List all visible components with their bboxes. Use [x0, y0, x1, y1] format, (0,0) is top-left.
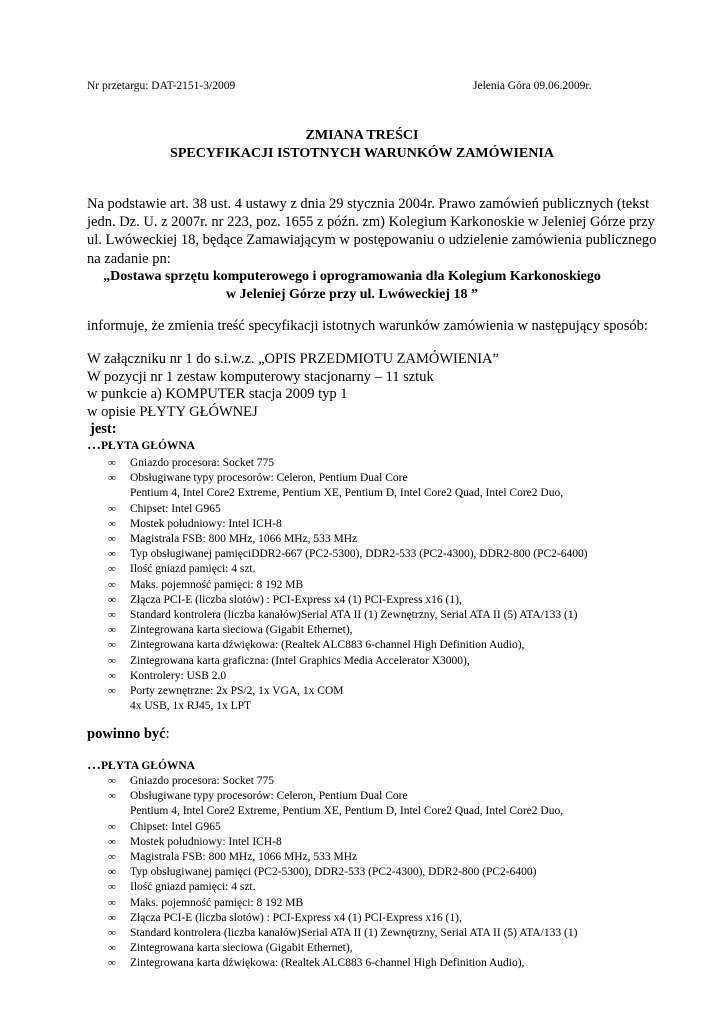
- section-title: PŁYTA GŁÓWNA: [101, 760, 196, 772]
- infinity-bullet-icon: ∞: [108, 639, 116, 652]
- spec-item: [108, 835, 577, 850]
- spec-item: [108, 471, 588, 501]
- infinity-bullet-icon: ∞: [108, 942, 116, 955]
- infinity-bullet-icon: ∞: [108, 593, 116, 606]
- spec-item-text: Ilość gniazd pamięci: 4 szt.: [130, 881, 256, 894]
- spec-item-text: Kontrolery: USB 2.0: [130, 669, 227, 682]
- intro-line: ul. Lwóweckiej 18, będące Zamawiającym w postępowaniu o udzielenie zamówienia publicznego: [87, 232, 657, 249]
- spec-item-text: Ilość gniazd pamięci: 4 szt.: [130, 563, 256, 576]
- spec-item: [108, 547, 588, 562]
- infinity-bullet-icon: ∞: [108, 866, 116, 879]
- intro-line: na zadanie pn:: [87, 250, 171, 267]
- spec-item: [108, 911, 577, 926]
- spec-item: [108, 926, 577, 941]
- spec-item-text: Standard kontrolera (liczba kanałów)Serial ATA II (1) Zewnętrzny, Serial ATA II (5) ATA/133 (1): [130, 927, 578, 940]
- location-line: W pozycji nr 1 zestaw komputerowy stacjonarny – 11 sztuk: [87, 368, 434, 385]
- spec-item-text: Porty zewnętrzne: 2x PS/2, 1x VGA, 1x COM: [130, 685, 344, 698]
- inform-statement: informuje, że zmienia treść specyfikacji istotnych warunków zamówienia w następujący sposób:: [87, 318, 648, 334]
- spec-item-text: Obsługiwane typy procesorów: Celeron, Pentium Dual Core: [130, 790, 408, 803]
- spec-item: [108, 850, 577, 865]
- infinity-bullet-icon: ∞: [108, 790, 116, 803]
- infinity-bullet-icon: ∞: [108, 548, 116, 561]
- spec-item-text: Typ obsługiwanej pamięciDDR2-667 (PC2-5300), DDR2-533 (PC2-4300), DDR2-800 (PC2-6400): [130, 548, 588, 561]
- jest-label: jest:: [90, 421, 117, 437]
- document-title-line1: ZMIANA TREŚCI: [305, 128, 419, 143]
- change-location: [87, 351, 499, 439]
- location-line: w opisie PŁYTY GŁÓWNEJ: [87, 403, 258, 420]
- spec-item-continuation: Pentium 4, Intel Core2 Extreme, Pentium XE, Pentium D, Intel Core2 Quad, Intel Core2 Duo,: [130, 487, 564, 500]
- ellipsis: …: [87, 758, 101, 773]
- tender-number: Nr przetargu: DAT-2151-3/2009: [87, 80, 236, 92]
- spec-item-text: Chipset: Intel G965: [130, 502, 221, 515]
- infinity-bullet-icon: ∞: [108, 502, 116, 515]
- spec-item-text: Gniazdo procesora: Socket 775: [130, 775, 275, 787]
- location-line: w punkcie a) KOMPUTER stacja 2009 typ 1: [87, 386, 348, 402]
- infinity-bullet-icon: ∞: [108, 927, 116, 940]
- infinity-bullet-icon: ∞: [108, 896, 116, 909]
- spec-item-text: Złącza PCI-E (liczba slotów) : PCI-Express x4 (1) PCI-Express x16 (1),: [130, 911, 462, 924]
- spec-item: [108, 684, 588, 714]
- spec-item: [108, 941, 577, 956]
- spec-item: [108, 774, 577, 789]
- spec-item: [108, 502, 588, 517]
- spec-item: [108, 880, 577, 895]
- ellipsis: …: [87, 438, 101, 453]
- infinity-bullet-icon: ∞: [108, 957, 116, 970]
- spec-item: [108, 532, 588, 547]
- spec-item-text: Zintegrowana karta dźwiękowa: (Realtek ALC883 6-channel High Definition Audio),: [130, 957, 525, 970]
- spec-item: [108, 562, 588, 577]
- task-name-line2: w Jeleniej Górze przy ul. Lwóweckiej 18 ”: [226, 287, 478, 303]
- spec-list-powinno: [108, 774, 577, 972]
- spec-item-text: Mostek południowy: Intel ICH-8: [130, 835, 282, 848]
- spec-item: [108, 654, 588, 669]
- infinity-bullet-icon: ∞: [108, 517, 116, 530]
- spec-item-continuation: 4x USB, 1x RJ45, 1x LPT: [130, 700, 252, 713]
- spec-item: [108, 789, 577, 819]
- infinity-bullet-icon: ∞: [108, 835, 116, 848]
- spec-item: [108, 517, 588, 532]
- infinity-bullet-icon: ∞: [108, 654, 116, 667]
- spec-item: [108, 623, 588, 638]
- spec-item-text: Zintegrowana karta graficzna: (Intel Graphics Media Accelerator X3000),: [130, 654, 470, 667]
- section-heading-jest: [87, 438, 195, 454]
- powinno-text: powinno być: [87, 726, 166, 742]
- spec-item-text: Maks. pojemność pamięci: 8 192 MB: [130, 578, 304, 591]
- spec-item: [108, 578, 588, 593]
- spec-item: [108, 896, 577, 911]
- spec-item-text: Obsługiwane typy procesorów: Celeron, Pentium Dual Core: [130, 472, 408, 485]
- spec-item: [108, 820, 577, 835]
- spec-item: [108, 456, 588, 471]
- location-line: W załączniku nr 1 do s.i.w.z. „OPIS PRZEDMIOTU ZAMÓWIENIA”: [87, 351, 499, 367]
- infinity-bullet-icon: ∞: [108, 669, 116, 682]
- section-title: PŁYTA GŁÓWNA: [101, 440, 196, 452]
- spec-item-continuation: Pentium 4, Intel Core2 Extreme, Pentium XE, Pentium D, Intel Core2 Quad, Intel Core2 Duo,: [130, 805, 564, 818]
- intro-line: jedn. Dz. U. z 2007r. nr 223, poz. 1655 z późn. zm) Kolegium Karkonoskie w Jeleniej Górze przy: [87, 214, 655, 231]
- spec-item: [108, 865, 577, 880]
- spec-item-text: Magistrala FSB: 800 MHz, 1066 MHz, 533 MHz: [130, 851, 358, 864]
- infinity-bullet-icon: ∞: [108, 457, 116, 469]
- infinity-bullet-icon: ∞: [108, 820, 116, 833]
- spec-item-text: Gniazdo procesora: Socket 775: [130, 457, 275, 469]
- spec-item-text: Standard kontrolera (liczba kanałów)Serial ATA II (1) Zewnętrzny, Serial ATA II (5) ATA/133 (1): [130, 609, 578, 622]
- section-heading-powinno: [87, 758, 195, 774]
- infinity-bullet-icon: ∞: [108, 685, 116, 698]
- intro-paragraph: [87, 195, 657, 304]
- spec-item-text: Magistrala FSB: 800 MHz, 1066 MHz, 533 MHz: [130, 533, 358, 546]
- spec-item-text: Zintegrowana karta dźwiękowa: (Realtek ALC883 6-channel High Definition Audio),: [130, 639, 525, 652]
- powinno-colon: :: [165, 726, 170, 742]
- infinity-bullet-icon: ∞: [108, 775, 116, 787]
- spec-list-jest: [108, 456, 588, 714]
- spec-item: [108, 593, 588, 608]
- infinity-bullet-icon: ∞: [108, 624, 116, 637]
- intro-line: Na podstawie art. 38 ust. 4 ustawy z dnia 29 stycznia 2004r. Prawo zamówień publicznych (tekst: [87, 196, 650, 212]
- infinity-bullet-icon: ∞: [108, 578, 116, 591]
- spec-item-text: Chipset: Intel G965: [130, 820, 221, 833]
- spec-item: [108, 956, 577, 971]
- spec-item-text: Typ obsługiwanej pamięci (PC2-5300), DDR2-533 (PC2-4300), DDR2-800 (PC2-6400): [130, 866, 537, 879]
- spec-item: [108, 608, 588, 623]
- infinity-bullet-icon: ∞: [108, 472, 116, 485]
- powinno-label: [87, 726, 170, 743]
- infinity-bullet-icon: ∞: [108, 563, 116, 576]
- infinity-bullet-icon: ∞: [108, 609, 116, 622]
- place-date: Jelenia Góra 09.06.2009r.: [473, 80, 592, 92]
- task-name-line1: „Dostawa sprzętu komputerowego i oprogramowania dla Kolegium Karkonoskiego: [103, 268, 601, 284]
- spec-item: [108, 669, 588, 684]
- spec-item-text: Złącza PCI-E (liczba slotów) : PCI-Express x4 (1) PCI-Express x16 (1),: [130, 593, 462, 606]
- spec-item-text: Zintegrowana karta sieciowa (Gigabit Ethernet),: [130, 624, 353, 637]
- infinity-bullet-icon: ∞: [108, 881, 116, 894]
- spec-item-text: Zintegrowana karta sieciowa (Gigabit Ethernet),: [130, 942, 353, 955]
- spec-item: [108, 638, 588, 653]
- infinity-bullet-icon: ∞: [108, 851, 116, 864]
- document-title-line2: SPECYFIKACJI ISTOTNYCH WARUNKÓW ZAMÓWIENIA: [170, 146, 554, 161]
- infinity-bullet-icon: ∞: [108, 911, 116, 924]
- spec-item-text: Maks. pojemność pamięci: 8 192 MB: [130, 896, 304, 909]
- infinity-bullet-icon: ∞: [108, 533, 116, 546]
- spec-item-text: Mostek południowy: Intel ICH-8: [130, 517, 282, 530]
